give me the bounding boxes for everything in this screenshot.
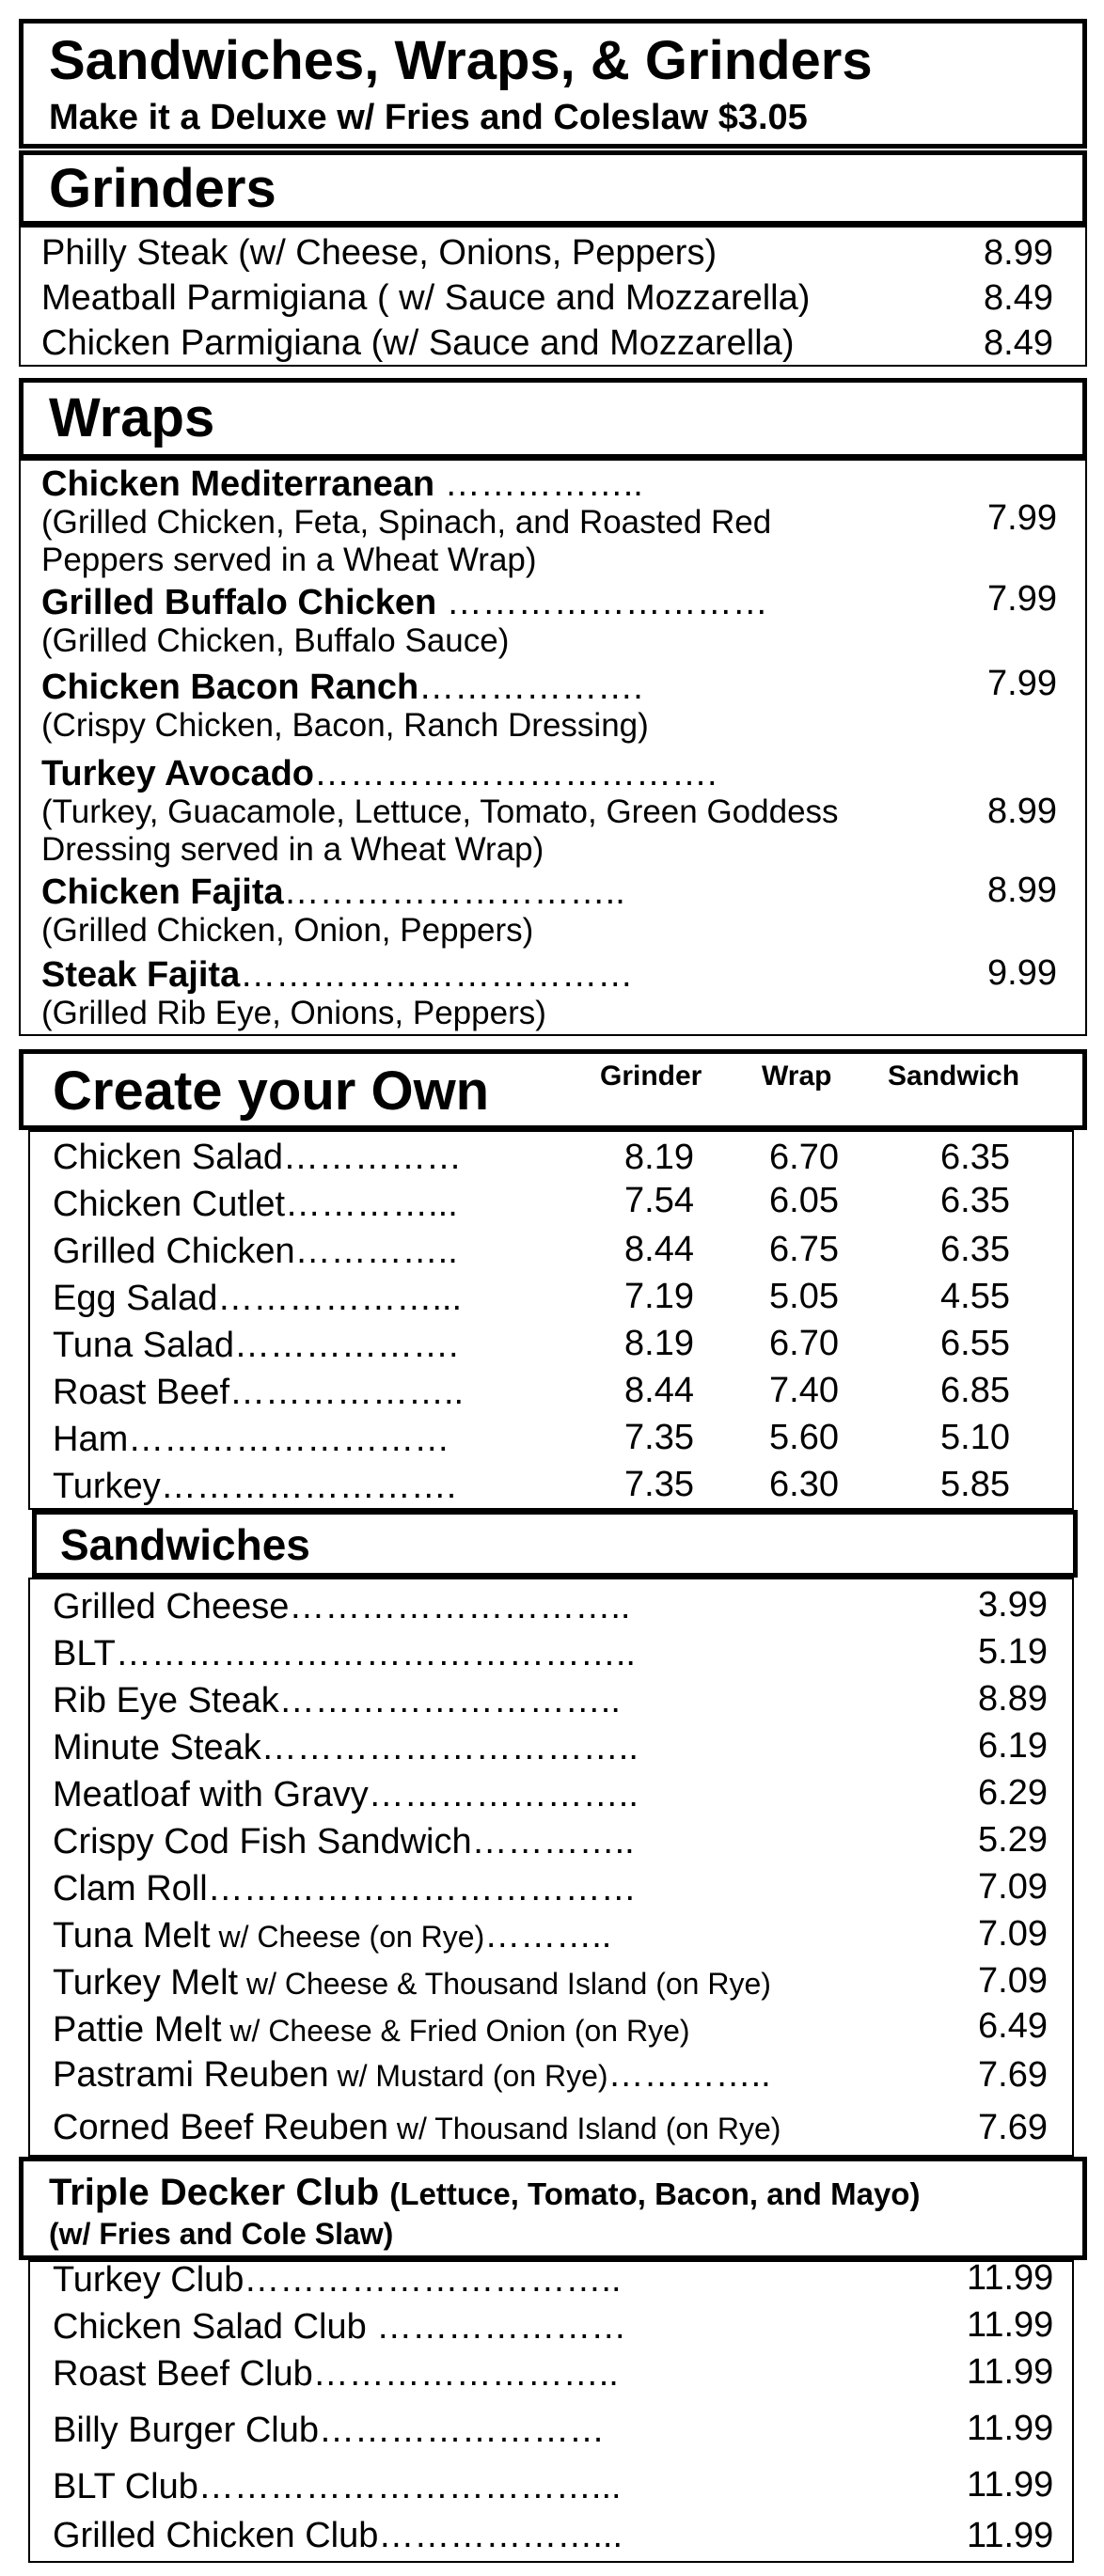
grinder-item (41, 325, 794, 361)
sandwich-item (53, 1683, 621, 1719)
price-sandwich: 5.85 (940, 1465, 1010, 1504)
create-item-name: Chicken Cutlet…………... (53, 1185, 458, 1224)
column-header-wrap: Wrap (762, 1060, 832, 1092)
price-wrap: 6.05 (769, 1181, 839, 1220)
create-item-name: Chicken Salad…………… (53, 1138, 463, 1177)
item-price: 7.99 (987, 579, 1057, 619)
club-item-name: Chicken Salad Club ………………… (53, 2307, 627, 2347)
sandwich-item (53, 2012, 690, 2048)
menu-subtitle: Make it a Deluxe w/ Fries and Coleslaw $3.05 (49, 98, 808, 137)
item-description: (Grilled Rib Eye, Onions, Peppers) (41, 995, 546, 1031)
price-grinder: 7.19 (624, 1277, 694, 1316)
price-wrap: 5.05 (769, 1277, 839, 1316)
item-price: 8.89 (978, 1679, 1048, 1719)
item-price: 8.99 (984, 233, 1053, 273)
price-wrap: 7.40 (769, 1371, 839, 1410)
club-title-note: (Lettuce, Tomato, Bacon, and Mayo) (389, 2176, 921, 2211)
price-wrap: 6.30 (769, 1465, 839, 1504)
price-sandwich: 6.35 (940, 1181, 1010, 1220)
item-name: Chicken Parmigiana (w/ Sauce and Mozzarella) (41, 323, 795, 363)
leader-dots: …………………………… (240, 955, 634, 995)
item-description: Dressing served in a Wheat Wrap) (41, 831, 544, 868)
item-price: 7.99 (987, 498, 1057, 538)
sandwich-item (53, 1730, 639, 1766)
wrap-item-title (41, 585, 768, 620)
item-price: 7.69 (978, 2108, 1048, 2147)
item-price: 5.29 (978, 1820, 1048, 1860)
price-wrap: 6.70 (769, 1138, 839, 1177)
wrap-item-title (41, 466, 643, 502)
price-sandwich: 4.55 (940, 1277, 1010, 1316)
wraps-title: Wraps (49, 387, 215, 448)
item-name: Clam Roll……………………………… (53, 1869, 637, 1908)
leader-dots: ……………………… (436, 583, 768, 622)
price-sandwich: 6.55 (940, 1324, 1010, 1363)
club-item-name: BLT Club……………………………... (53, 2467, 622, 2506)
item-name: Meatloaf with Gravy………………….. (53, 1775, 639, 1814)
sandwich-item (53, 2110, 781, 2145)
item-name: Turkey Avocado (41, 754, 315, 793)
item-name: Meatball Parmigiana ( w/ Sauce and Mozzarella) (41, 278, 811, 318)
sandwich-item (53, 1871, 637, 1907)
club-item-name: Billy Burger Club…………………… (53, 2411, 605, 2450)
price-grinder: 8.19 (624, 1138, 694, 1177)
item-name: Rib Eye Steak……………………….. (53, 1681, 621, 1720)
item-price: 7.09 (978, 1867, 1048, 1907)
club-title (49, 2174, 920, 2211)
wrap-item-title (41, 957, 633, 993)
item-description: Peppers served in a Wheat Wrap) (41, 542, 537, 578)
club-subtitle: (w/ Fries and Cole Slaw) (49, 2217, 394, 2251)
column-header-grinder: Grinder (600, 1060, 702, 1092)
price-wrap: 6.75 (769, 1230, 839, 1269)
item-name: Chicken Mediterranean (41, 464, 435, 504)
create-item-name: Roast Beef……………….. (53, 1373, 465, 1412)
price-grinder: 7.54 (624, 1181, 694, 1220)
column-header-sandwich: Sandwich (888, 1060, 1020, 1092)
leader-dots: ……………………………. (314, 754, 718, 793)
create-item-name: Grilled Chicken………….. (53, 1232, 458, 1271)
item-note: w/ Mustard (on Rye) (328, 2059, 608, 2093)
item-price: 11.99 (967, 2516, 1054, 2555)
grinder-item (41, 235, 717, 271)
item-description: (Grilled Chicken, Onion, Peppers) (41, 912, 534, 949)
price-wrap: 5.60 (769, 1418, 839, 1457)
item-price: 3.99 (978, 1585, 1048, 1625)
item-name: Chicken Fajita (41, 872, 284, 912)
wrap-item-title (41, 756, 718, 792)
item-description: (Turkey, Guacamole, Lettuce, Tomato, Green Goddess (41, 793, 839, 830)
item-note: w/ Cheese & Thousand Island (on Rye) (238, 1967, 771, 2001)
item-price: 11.99 (967, 2352, 1054, 2392)
item-name: Grilled Cheese……………………….. (53, 1587, 631, 1626)
item-description: (Crispy Chicken, Bacon, Ranch Dressing) (41, 707, 649, 744)
menu-title: Sandwiches, Wraps, & Grinders (49, 30, 873, 91)
item-description: (Grilled Chicken, Feta, Spinach, and Roasted Red (41, 504, 772, 541)
item-price: 11.99 (967, 2305, 1054, 2345)
item-price: 6.29 (978, 1773, 1048, 1813)
item-name: Pastrami Reuben (53, 2055, 329, 2095)
item-price: 6.49 (978, 2006, 1048, 2046)
price-sandwich: 5.10 (940, 1418, 1010, 1457)
price-grinder: 7.35 (624, 1418, 694, 1457)
wrap-item-title (41, 669, 643, 705)
item-name: Philly Steak (w/ Cheese, Onions, Peppers) (41, 233, 718, 273)
item-price: 8.49 (984, 278, 1053, 318)
item-name: BLT…………………………………….. (53, 1634, 636, 1673)
item-name: Grilled Buffalo Chicken (41, 583, 437, 622)
create-item-name: Turkey……………………. (53, 1467, 457, 1506)
leader-dots: ………………. (418, 668, 643, 707)
item-name: Pattie Melt (53, 2010, 222, 2050)
item-price: 11.99 (967, 2409, 1054, 2448)
club-item-name: Grilled Chicken Club………………... (53, 2516, 623, 2555)
item-note: w/ Cheese & Fried Onion (on Rye) (221, 2014, 690, 2048)
sandwiches-title: Sandwiches (60, 1520, 310, 1569)
create-item-name: Tuna Salad………………. (53, 1326, 459, 1365)
item-price: 5.19 (978, 1632, 1048, 1672)
item-name: Chicken Bacon Ranch (41, 668, 419, 707)
sandwich-item (53, 1777, 639, 1813)
club-title-text: Triple Decker Club (49, 2172, 380, 2213)
price-grinder: 7.35 (624, 1465, 694, 1504)
sandwich-item (53, 2057, 771, 2093)
leader-dots: …………….. (434, 464, 643, 504)
item-price: 8.99 (987, 871, 1057, 910)
grinders-title: Grinders (49, 158, 276, 219)
item-price: 8.99 (987, 792, 1057, 831)
leader-dots: ……….. (484, 1916, 612, 1956)
sandwich-item (53, 1636, 636, 1672)
item-price: 11.99 (967, 2258, 1054, 2298)
item-price: 7.09 (978, 1961, 1048, 2001)
item-name: Crispy Cod Fish Sandwich………….. (53, 1822, 635, 1861)
price-grinder: 8.19 (624, 1324, 694, 1363)
item-price: 7.69 (978, 2055, 1048, 2095)
item-name: Corned Beef Reuben (53, 2108, 389, 2147)
item-price: 7.99 (987, 664, 1057, 703)
item-name: Turkey Melt (53, 1963, 239, 2003)
price-grinder: 8.44 (624, 1230, 694, 1269)
leader-dots: ……………………….. (283, 872, 625, 912)
item-price: 7.09 (978, 1914, 1048, 1954)
create-item-name: Egg Salad………………... (53, 1279, 463, 1318)
item-price: 11.99 (967, 2465, 1054, 2505)
create-title: Create your Own (53, 1060, 490, 1122)
wrap-item-title (41, 874, 625, 910)
sandwich-item (53, 1918, 611, 1954)
price-grinder: 8.44 (624, 1371, 694, 1410)
price-sandwich: 6.35 (940, 1138, 1010, 1177)
club-item-name: Turkey Club………………………….. (53, 2260, 622, 2300)
item-description: (Grilled Chicken, Buffalo Sauce) (41, 622, 510, 659)
item-note: w/ Thousand Island (on Rye) (388, 2112, 781, 2145)
item-price: 6.19 (978, 1726, 1048, 1766)
item-price: 8.49 (984, 323, 1053, 363)
item-name: Steak Fajita (41, 955, 241, 995)
item-name: Minute Steak………………………….. (53, 1728, 639, 1767)
item-note: w/ Cheese (on Rye) (210, 1920, 485, 1954)
create-item-name: Ham……………………… (53, 1420, 450, 1459)
sandwich-item (53, 1965, 771, 2001)
grinder-item (41, 280, 810, 316)
price-wrap: 6.70 (769, 1324, 839, 1363)
item-name: Tuna Melt (53, 1916, 211, 1956)
price-sandwich: 6.35 (940, 1230, 1010, 1269)
item-price: 9.99 (987, 953, 1057, 993)
price-sandwich: 6.85 (940, 1371, 1010, 1410)
club-item-name: Roast Beef Club…………………….. (53, 2354, 619, 2394)
sandwich-item (53, 1824, 635, 1860)
sandwich-item (53, 1589, 630, 1625)
leader-dots: ………….. (607, 2055, 771, 2095)
